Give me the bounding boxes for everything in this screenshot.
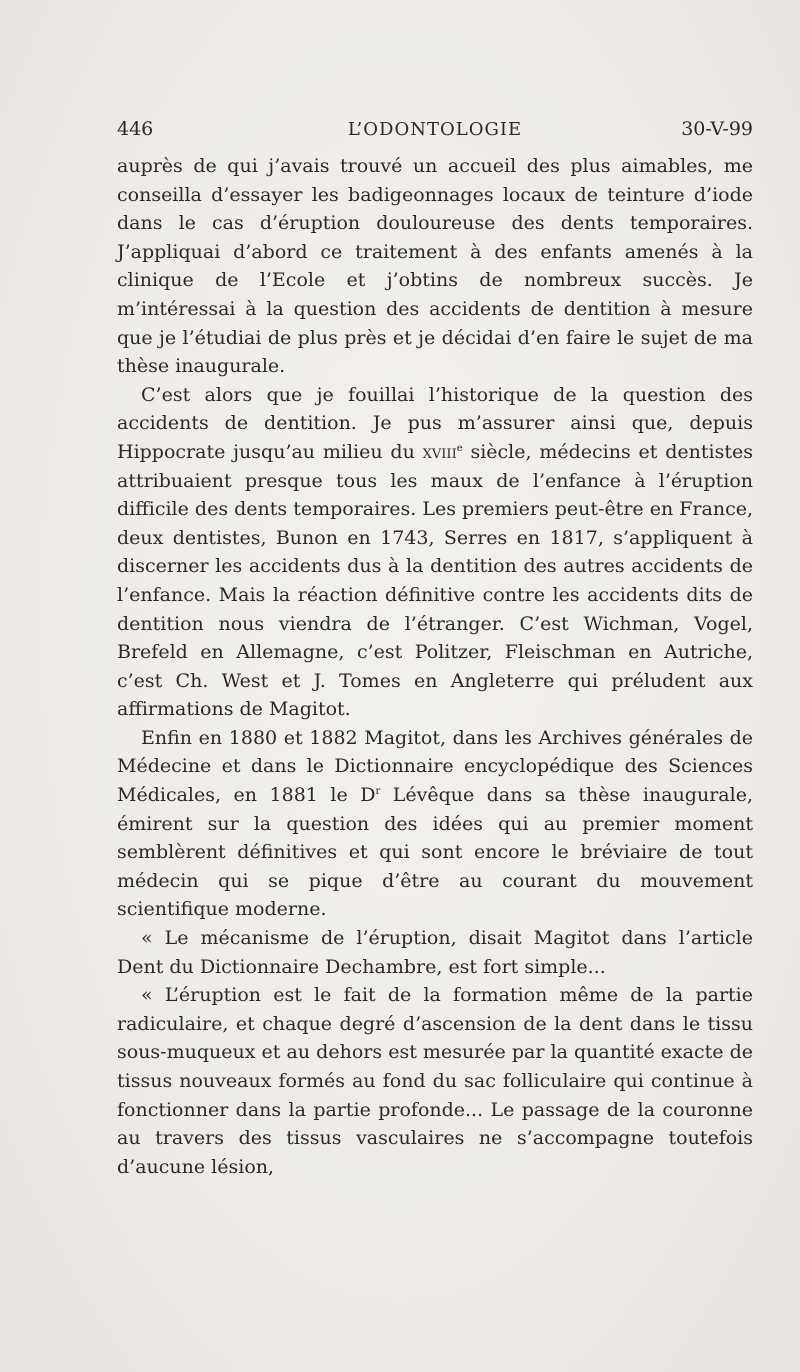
issue-date: 30-V-99 bbox=[681, 118, 753, 140]
paragraph-2-part-2: siècle, médecins et dentistes attribuaient presque tous les maux de l’enfance à l’éruption difficile des dents temporaires. Les premiers peut-être en France, deux dentistes, Bunon en 1743, Serres en 1817, s’appliquent à discerner les accidents dus à la dentition des autres accidents de l’enfance. Mais la réaction définitive contre les accidents dits de dentition nous viendra de l’étranger. C’est Wichman, Vogel, Brefeld en Allemagne, c’est Politzer, Fleischman en Autriche, c’est Ch. West et J. Tomes en Angleterre qui préludent aux affirmations de Magitot. bbox=[117, 440, 753, 721]
body-text bbox=[117, 152, 753, 1181]
page-number: 446 bbox=[117, 118, 154, 140]
running-title: L’ODONTOLOGIE bbox=[347, 119, 523, 140]
doctor-superscript: r bbox=[375, 786, 381, 798]
century-numeral: xviii bbox=[422, 440, 457, 463]
paragraph-2 bbox=[117, 381, 753, 724]
paragraph-4-quote: « Le mécanisme de l’éruption, disait Magitot dans l’article Dent du Dictionnaire Dechambre, est fort simple... bbox=[117, 927, 753, 978]
paragraph-3-part-1: Enfin en 1880 et 1882 Magitot, dans les Archives générales de Médecine et dans le Dictionnaire encyclopédique des Sciences Médicales, en 1881 le D bbox=[117, 726, 753, 807]
running-header bbox=[117, 118, 753, 144]
century-superscript: e bbox=[456, 442, 463, 454]
paragraph-2-part-1: C’est alors que je fouillai l’historique de la question des accidents de dentition. Je pus m’assurer ainsi que, depuis Hippocrate jusqu’au milieu du bbox=[117, 383, 753, 463]
paragraph-1: auprès de qui j’avais trouvé un accueil des plus aimables, me conseilla d’essayer les badigeonnages locaux de teinture d’iode dans le cas d’éruption douloureuse des dents temporaires. J’appliquai d’abord ce traitement à des enfants amenés à la clinique de l’Ecole et j’obtins de nombreux succès. Je m’intéressai à la question des accidents de dentition à mesure que je l’étudiai de plus près et je décidai d’en faire le sujet de ma thèse inaugurale. bbox=[117, 155, 753, 378]
paragraph-3 bbox=[117, 724, 753, 924]
paragraph-3-part-2: Lévêque dans sa thèse inaugurale, émirent sur la question des idées qui au premier moment semblèrent définitives et qui sont encore le bréviaire de tout médecin qui se pique d’être au courant du mouvement scientifique moderne. bbox=[117, 784, 753, 921]
paragraph-5-quote: « L’éruption est le fait de la formation même de la partie radiculaire, et chaque degré d’ascension de la dent dans le tissu sous-muqueux et au dehors est mesurée par la quantité exacte de tissus nouveaux formés au fond du sac folliculaire qui continue à fonctionner dans la partie profonde... Le passage de la couronne au travers des tissus vasculaires ne s’accompagne toutefois d’aucune lésion, bbox=[117, 984, 753, 1178]
